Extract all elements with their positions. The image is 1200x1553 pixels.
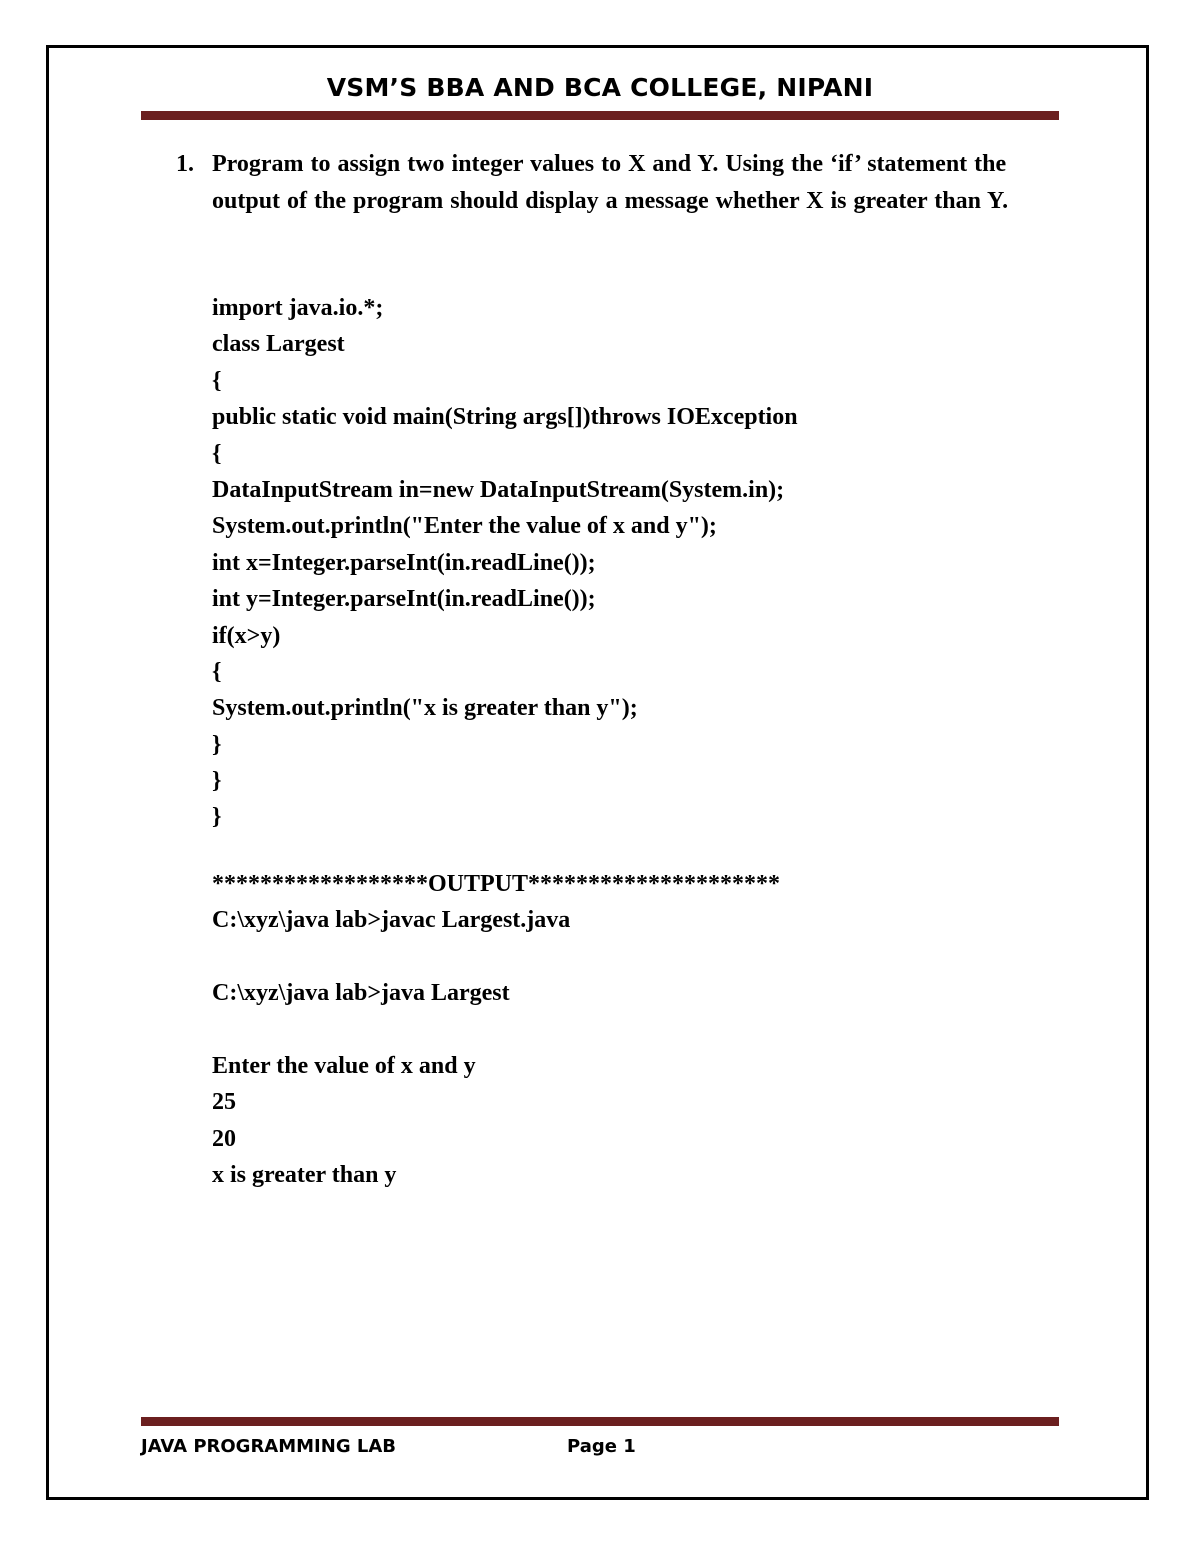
output-result: x is greater than y xyxy=(212,1162,397,1189)
code-line: } xyxy=(212,804,222,831)
code-line: System.out.println("x is greater than y"); xyxy=(212,695,638,722)
code-line: if(x>y) xyxy=(212,622,281,649)
code-line: { xyxy=(212,440,222,467)
code-line: int x=Integer.parseInt(in.readLine()); xyxy=(212,549,596,576)
footer-course-title: JAVA PROGRAMMING LAB xyxy=(141,1436,396,1457)
footer-rule xyxy=(141,1417,1059,1426)
code-line: System.out.println("Enter the value of x and y"); xyxy=(212,513,717,540)
blank-line xyxy=(212,939,780,975)
code-line: } xyxy=(212,768,222,795)
header-rule xyxy=(141,111,1059,120)
code-line: { xyxy=(212,658,222,685)
run-command: C:\xyz\java lab>java Largest xyxy=(212,980,510,1007)
code-line: } xyxy=(212,731,222,758)
question xyxy=(176,146,1056,219)
output-block xyxy=(212,866,780,1194)
question-number: 1. xyxy=(176,151,194,177)
footer-page-number: Page 1 xyxy=(567,1436,636,1457)
output-banner: ******************OUTPUT********************* xyxy=(212,871,781,897)
blank-line xyxy=(212,1012,780,1048)
output-prompt: Enter the value of x and y xyxy=(212,1052,476,1079)
code-line: { xyxy=(212,367,222,394)
output-input-x: 25 xyxy=(212,1089,236,1116)
code-line: int y=Integer.parseInt(in.readLine()); xyxy=(212,586,596,613)
code-line: import java.io.*; xyxy=(212,295,384,321)
compile-command: C:\xyz\java lab>javac Largest.java xyxy=(212,907,571,934)
code-line: class Largest xyxy=(212,331,345,358)
page-header-title: VSM’S BBA AND BCA COLLEGE, NIPANI xyxy=(326,73,874,102)
code-block xyxy=(212,290,798,836)
code-line: DataInputStream in=new DataInputStream(System.in); xyxy=(212,476,785,503)
output-input-y: 20 xyxy=(212,1125,236,1152)
code-line: public static void main(String args[])throws IOException xyxy=(212,404,798,431)
question-text: Program to assign two integer values to X and Y. Using the ‘if’ statement the output of the program should display a message whether X is greater than Y. xyxy=(212,151,1009,214)
